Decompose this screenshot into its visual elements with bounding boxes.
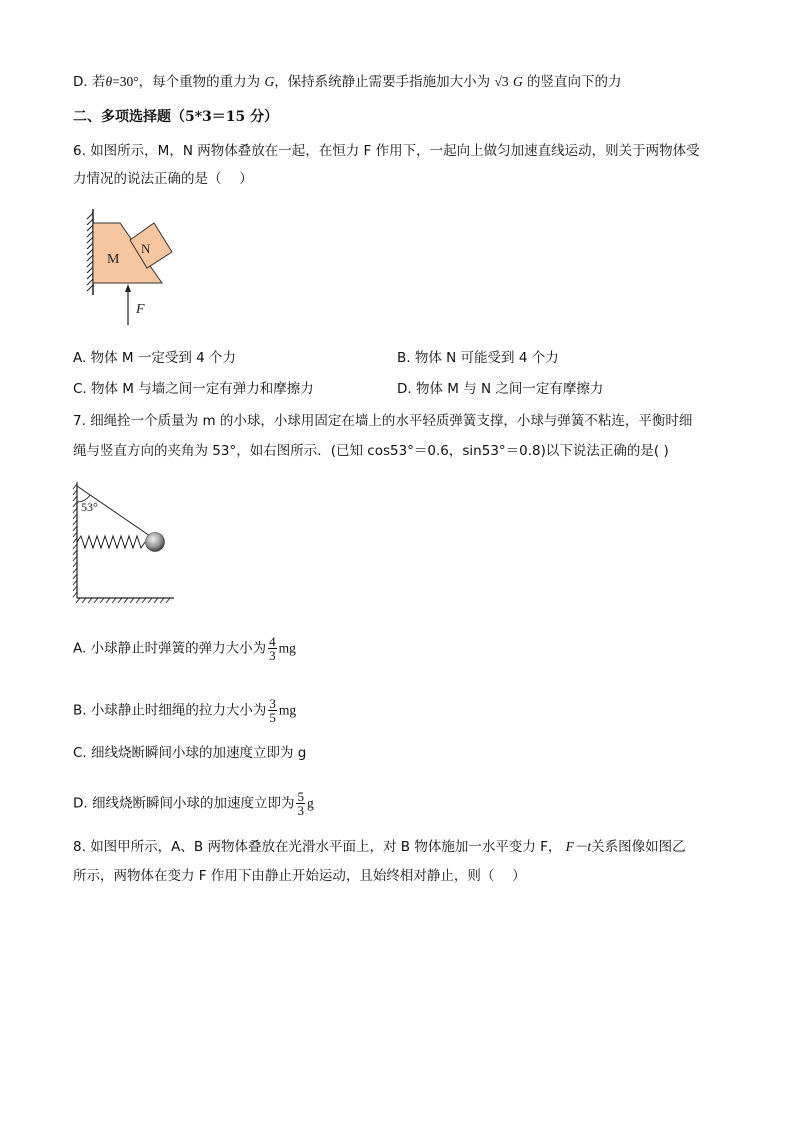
q6-option-b[interactable] (397, 349, 559, 367)
q6-figure (80, 205, 190, 330)
q7-option-c[interactable] (73, 744, 306, 762)
unit-suffix: mg (278, 702, 297, 718)
q8-stem-line1 (73, 838, 686, 856)
option-text: 细线烧断瞬间小球的加速度立即为 g (91, 745, 307, 761)
g-symbol: G (512, 74, 523, 89)
label-n: N (141, 241, 151, 256)
option-text: 小球静止时弹簧的弹力大小为 (90, 640, 267, 657)
q6-stem-line2: 力情况的说法正确的是（ ） (73, 171, 253, 187)
option-text: 物体 M 与墙之间一定有弹力和摩擦力 (91, 381, 314, 397)
q6-option-d[interactable] (397, 380, 603, 398)
option-label: A. (73, 640, 87, 657)
q8-stem-line2: 所示，两物体在变力 F 作用下由静止开始运动，且始终相对静止，则（ ） (73, 868, 526, 884)
option-text: ，每个重物的重力为 (138, 74, 261, 90)
option-text: 物体 M 与 N 之间一定有摩擦力 (415, 381, 604, 397)
question-text: 如图所示，M，N 两物体叠放在一起，在恒力 F 作用下，一起向上做匀加速直线运动，则关于两物体受 (90, 143, 700, 159)
wall-hatch-icon (87, 213, 93, 291)
label-f: F (136, 302, 145, 317)
option-label: C. (73, 381, 87, 397)
fraction-denominator: 3 (297, 803, 304, 818)
option-label: D. (73, 74, 88, 90)
fraction-denominator: 5 (269, 710, 276, 725)
question-text: 如图甲所示，A、B 两物体叠放在光滑水平面上，对 B 物体施加一水平变力 F， (90, 839, 562, 855)
question-number: 7. (73, 413, 86, 429)
option-label: A. (73, 350, 87, 366)
angle-label: 53° (81, 500, 98, 514)
option-label: D. (397, 381, 412, 397)
ball-icon (146, 533, 165, 552)
section-heading: 二、多项选择题（5*3＝15 分） (73, 109, 279, 125)
option-text: ，保持系统静止需要手指施加大小为 (274, 74, 491, 90)
q7-stem-line2: 绳与竖直方向的夹角为 53°，如右图所示．(已知 cos53°＝0.6，sin53°＝0.8)以下说法正确的是( ) (73, 443, 669, 459)
fraction-numerator: 5 (297, 789, 304, 804)
option-text: 小球静止时细绳的拉力大小为 (90, 702, 267, 719)
fraction-numerator: 3 (269, 696, 276, 711)
option-text: 若 (91, 74, 106, 90)
unit-suffix: mg (278, 640, 296, 656)
option-label: C. (73, 745, 87, 761)
floor-hatch-icon (76, 598, 170, 603)
spring-icon (77, 536, 145, 548)
question-text: 细绳拴一个质量为 m 的小球，小球用固定在墙上的水平轻质弹簧支撑，小球与弹簧不粘连，平衡时细 (90, 413, 693, 429)
theta-symbol: θ (105, 74, 113, 89)
fraction (268, 635, 277, 662)
option-text: 细线烧断瞬间小球的加速度立即为 (91, 795, 295, 812)
angle-value: =30° (112, 74, 139, 89)
fraction-numerator: 4 (269, 634, 276, 649)
option-label: B. (397, 350, 411, 366)
q6-stem-line1 (73, 142, 700, 160)
ft-label: F－t (565, 839, 592, 854)
q6-option-a[interactable] (73, 349, 236, 367)
q7-option-a[interactable] (73, 635, 296, 662)
arrow-head-icon (125, 284, 131, 292)
q7-stem-line1 (73, 412, 692, 430)
question-text: 关系图像如图乙 (591, 839, 686, 855)
unit-suffix: g (306, 795, 314, 811)
fraction-denominator: 3 (269, 648, 276, 663)
fraction (268, 697, 277, 724)
q7-option-d[interactable] (73, 790, 314, 817)
option-text: 的竖直向下的力 (527, 74, 622, 90)
fraction (296, 790, 305, 817)
prev-question-option-d (73, 73, 622, 91)
option-label: D. (73, 795, 88, 812)
sqrt-value: √3 (494, 74, 509, 89)
q6-option-c[interactable] (73, 380, 314, 398)
g-symbol: G (264, 74, 275, 89)
question-number: 6. (73, 143, 86, 159)
q7-figure (70, 478, 180, 606)
option-label: B. (73, 702, 87, 719)
q7-option-b[interactable] (73, 697, 296, 724)
question-number: 8. (73, 839, 86, 855)
option-text: 物体 N 可能受到 4 个力 (414, 350, 559, 366)
option-text: 物体 M 一定受到 4 个力 (90, 350, 236, 366)
label-m: M (107, 252, 120, 267)
